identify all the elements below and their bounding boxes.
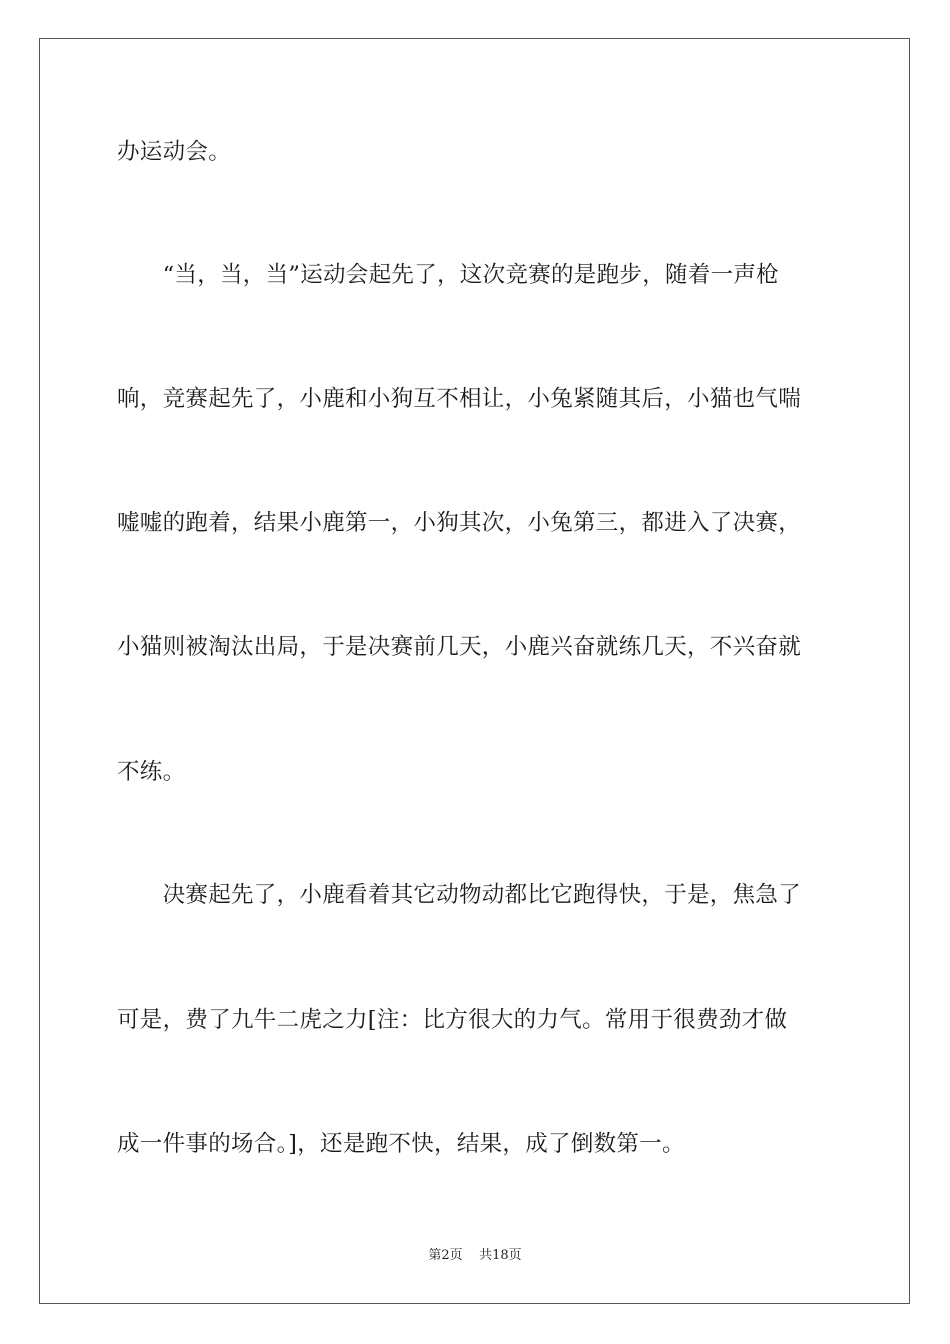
page-footer <box>0 1247 950 1265</box>
text-line: 响，竞赛起先了，小鹿和小狗互不相让，小兔紧随其后，小猫也气喘 <box>117 386 802 412</box>
text-line: 成一件事的场合。]，还是跑不快，结果，成了倒数第一。 <box>117 1131 685 1157</box>
text-line: “当，当，当”运动会起先了，这次竞赛的是跑步，随着一声枪 <box>117 262 780 288</box>
page-frame <box>39 38 910 1304</box>
text-line: 小猫则被淘汰出局，于是决赛前几天，小鹿兴奋就练几天，不兴奋就 <box>117 634 802 660</box>
text-line: 决赛起先了，小鹿看着其它动物动都比它跑得快，于是，焦急了 <box>117 882 802 908</box>
text-line: 嘘嘘的跑着，结果小鹿第一，小狗其次，小兔第三，都进入了决赛， <box>117 510 802 536</box>
page-number: 第2页 <box>428 1248 463 1263</box>
text-line: 办运动会。 <box>117 139 232 165</box>
page-total: 共18页 <box>479 1248 522 1263</box>
text-line: 不练。 <box>117 759 186 785</box>
text-line: 可是，费了九牛二虎之力[注：比方很大的力气。常用于很费劲才做 <box>117 1007 788 1033</box>
